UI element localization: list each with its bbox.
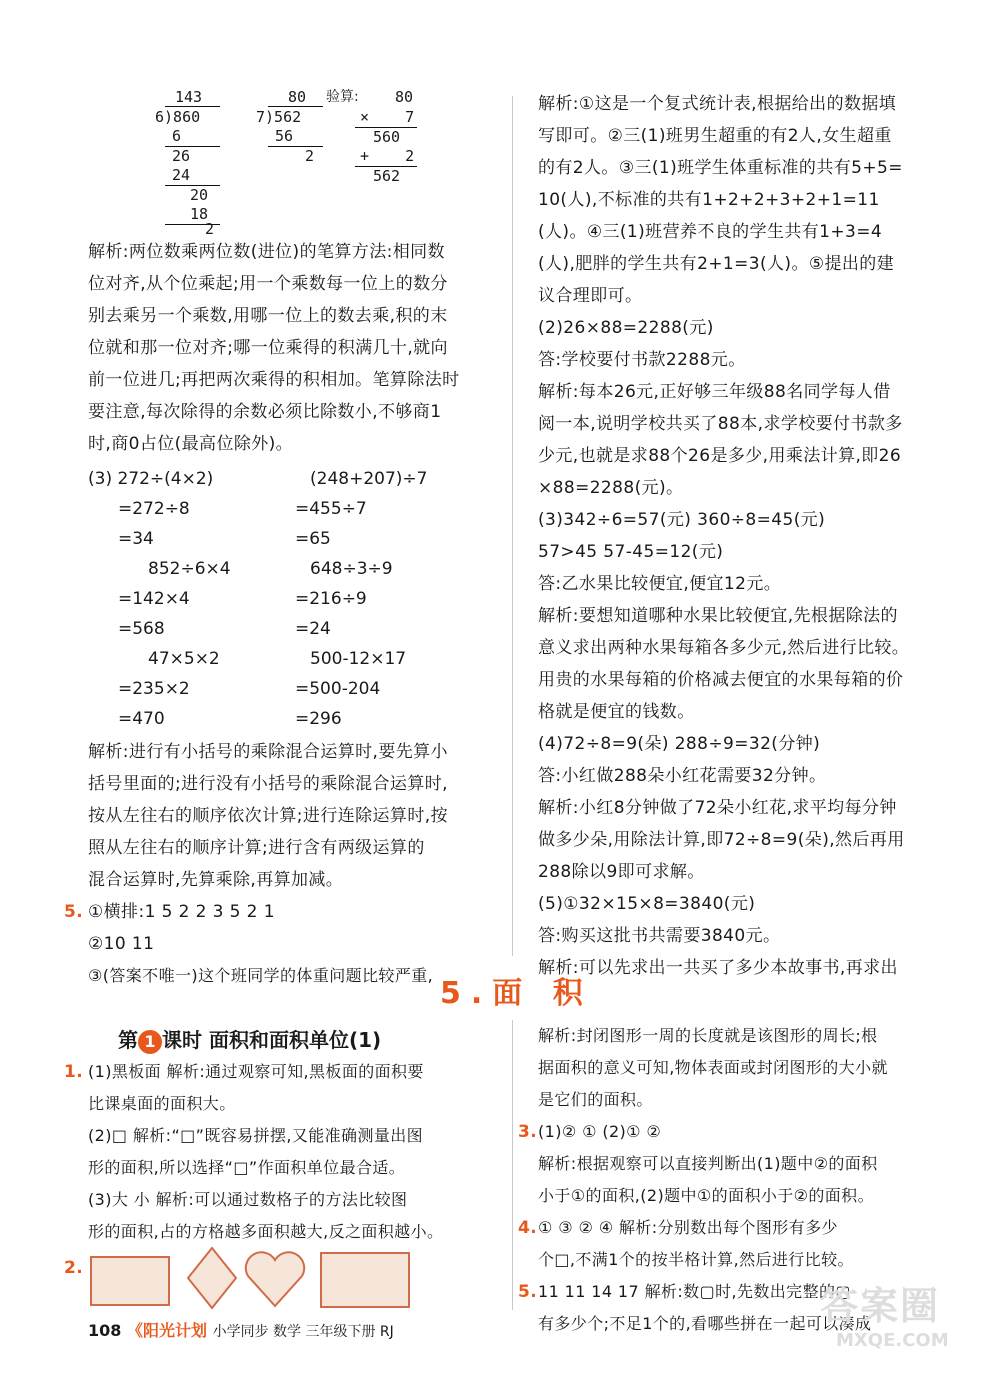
shape-rectangle-wavy xyxy=(90,1256,170,1306)
lesson-number-badge: 1 xyxy=(138,1030,162,1054)
shape-diamond xyxy=(186,1246,238,1310)
lesson-title: 第 1 课时 面积和面积单位(1) xyxy=(118,1028,382,1052)
shape-rectangle xyxy=(320,1252,410,1308)
page-footer: 108 《阳光计划 小学同步 数学 三年级下册 RJ xyxy=(88,1321,394,1340)
right-line: 解析:可以先求出一共买了多少本故事书,再求出 xyxy=(538,958,898,978)
page-number: 108 xyxy=(88,1321,122,1340)
shape-heart xyxy=(244,1246,306,1310)
watermark-logo: 答案圈 xyxy=(820,1284,941,1328)
watermark-url: MXQE.COM xyxy=(836,1330,949,1351)
column-divider-lower xyxy=(512,1020,513,1310)
section-title: 5.面 积 xyxy=(440,976,593,1011)
column-divider xyxy=(512,96,513,956)
brand-logo: 《阳光计划 xyxy=(126,1321,207,1340)
